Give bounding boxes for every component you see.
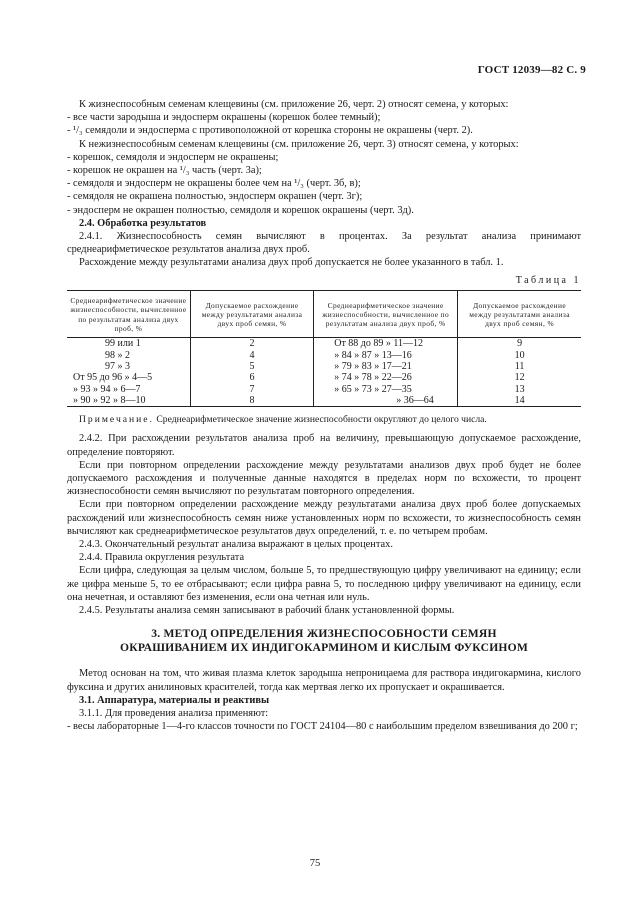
table-caption: Таблица 1 <box>515 274 581 286</box>
table-cell: » 79 » 83 » 17—21 <box>314 361 458 372</box>
table-row <box>67 361 581 372</box>
table-cell: 10 <box>514 349 525 361</box>
paragraph-viable-seeds: К жизнеспособным семенам клещевины (см. приложение 26, черт. 2) относят семена, у которых: <box>79 99 509 110</box>
table-cell: » 84 » 87 » 13—16 <box>314 350 458 361</box>
table-cell: 8 <box>190 395 313 407</box>
table-row <box>67 338 581 350</box>
table-row <box>67 395 581 407</box>
note-label: Примечание. <box>79 414 154 426</box>
section-3-title-line1: 3. МЕТОД ОПРЕДЕЛЕНИЯ ЖИЗНЕСПОСОБНОСТИ СЕМЯН <box>151 627 497 641</box>
page-number: 75 <box>309 858 321 869</box>
table-cell: 13 <box>514 383 525 395</box>
tolerance-table <box>67 290 581 407</box>
section-heading-3-1: 3.1. Аппаратура, материалы и реактивы <box>79 694 270 706</box>
paragraph-method-basis: Метод основан на том, что живая плазма клеток зародыша непроницаема для раствора индигокармина, кислого фуксина и других анилиновых красителей, тогда как мертвая легко их пропускает и окрашивается. <box>67 668 581 693</box>
paragraph-2-4-4: 2.4.4. Правила округления результата <box>79 552 245 564</box>
list-item: - корешок не окрашен на ¹/₃ часть (черт. 3а); <box>67 165 262 177</box>
paragraph-2-4-2-c: Если при повторном определении расхождение между результатами анализа двух проб более допускаемых расхождений или жизнеспособность семян ниже установленных норм по всхожести, то жизнеспособность семян вычисляют как среднеарифметическое результатов двух определений, т. е. по четырем пробам. <box>67 499 581 537</box>
paragraph-2-4-5: 2.4.5. Результаты анализа семян записывают в рабочий бланк установленной формы. <box>79 605 455 617</box>
list-item: - все части зародыша и эндосперм окрашены (корешок более темный); <box>67 112 381 124</box>
table-cell: » 65 » 73 » 27—35 <box>314 384 458 395</box>
table-cell: 14 <box>458 395 581 407</box>
paragraph-2-4-1: 2.4.1. Жизнеспособность семян вычисляют в процентах. За результат анализа принимают среднеарифметическое результатов анализа двух проб. <box>67 231 581 256</box>
table-cell: От 95 до 96 » 4—5 <box>67 372 190 383</box>
table-cell: 4 <box>190 350 313 361</box>
table-cell: » 74 » 78 » 22—26 <box>314 372 458 383</box>
note-text: Среднеарифметическое значение жизнеспособности округляют до целого числа. <box>156 414 487 426</box>
list-item: - весы лабораторные 1—4-го классов точности по ГОСТ 24104—80 с наибольшим пределом взвешивания до 200 г; <box>67 721 578 733</box>
table-header-row <box>67 290 581 338</box>
table-cell: » 93 » 94 » 6—7 <box>67 384 190 395</box>
table-row <box>67 350 581 361</box>
table-cell: 11 <box>514 361 525 373</box>
table-cell: 6 <box>190 372 313 383</box>
list-item: - эндосперм не окрашен полностью, семядоля и корешок окрашены (черт. 3д). <box>67 204 414 216</box>
table-note <box>67 413 581 426</box>
paragraph-2-4-1-b: Расхождение между результатами анализа двух проб допускается не более указанного в табл. 1. <box>79 257 504 269</box>
table-cell: 97 » 3 <box>67 361 190 372</box>
list-item: - ¹/₃ семядоли и эндосперма с противоположной от корешка стороны не окрашены (черт. 2). <box>67 125 473 137</box>
section-3-title <box>67 627 581 655</box>
table-cell: 2 <box>190 338 313 350</box>
table-cell: От 88 до 89 » 11—12 <box>314 338 458 350</box>
section-3-title-line2: ОКРАШИВАНИЕМ ИХ ИНДИГОКАРМИНОМ И КИСЛЫМ ФУКСИНОМ <box>120 641 528 655</box>
table-cell: 5 <box>190 361 313 372</box>
table-row <box>67 372 581 383</box>
paragraph-3-1-1: 3.1.1. Для проведения анализа применяют: <box>79 707 269 719</box>
section-heading-2-4: 2.4. Обработка результатов <box>79 217 207 229</box>
table-header-cell: Среднеарифметическое значение жизнеспособности, вычисленное по результатам анализа двух проб, % <box>314 290 458 338</box>
table-header-cell: Допускаемое расхождение между результатами анализа двух проб семян, % <box>458 290 581 338</box>
table-cell: 98 » 2 <box>67 350 190 361</box>
table-cell: 7 <box>190 384 313 395</box>
list-item: - семядоля и эндосперм не окрашены более чем на ¹/₃ (черт. 3б, в); <box>67 178 361 190</box>
list-item: - семядоля не окрашена полностью, эндосперм окрашен (черт. 3г); <box>67 191 363 203</box>
table-row <box>67 384 581 395</box>
table-header-cell: Среднеарифметическое значение жизнеспособности, вычисленное по результатам анализа двух проб, % <box>67 290 190 338</box>
running-header: ГОСТ 12039—82 С. 9 <box>477 64 586 76</box>
document-body <box>67 98 581 733</box>
table-cell: 99 или 1 <box>67 338 190 350</box>
paragraph-2-4-2: 2.4.2. При расхождении результатов анализа проб на величину, превышающую допускаемое расхождение, определение повторяют. <box>67 433 581 458</box>
table-cell: » 36—64 <box>314 395 458 407</box>
table-cell: 12 <box>514 372 525 384</box>
paragraph-nonviable-seeds: К нежизнеспособным семенам клещевины (см. приложение 26, черт. 3) относят семена, у которых: <box>79 138 519 150</box>
paragraph-2-4-2-b: Если при повторном определении расхождение между результатами анализов двух проб будет не более допускаемого расхождения и полученные данные находятся в пределах норм по всхожести, то процент жизнеспособности семян вычисляют по результатам повторного определения. <box>67 459 581 498</box>
table-cell: 9 <box>517 338 523 350</box>
table-cell: » 90 » 92 » 8—10 <box>67 395 190 407</box>
list-item: - корешок, семядоля и эндосперм не окрашены; <box>67 151 279 163</box>
paragraph-rounding-rules: Если цифра, следующая за целым числом, больше 5, то предшествующую цифру увеличивают на единицу; если же цифра меньше 5, то ее отбрасывают; если цифра равна 5, то последнюю цифру увеличивают на единицу, если она нечетная, и оставляют без изменения, если она четная или нуль. <box>67 565 581 603</box>
paragraph-2-4-3: 2.4.3. Окончательный результат анализа выражают в целых процентах. <box>79 539 393 551</box>
table-header-cell: Допускаемое расхождение между результатами анализа двух проб семян, % <box>190 290 313 338</box>
